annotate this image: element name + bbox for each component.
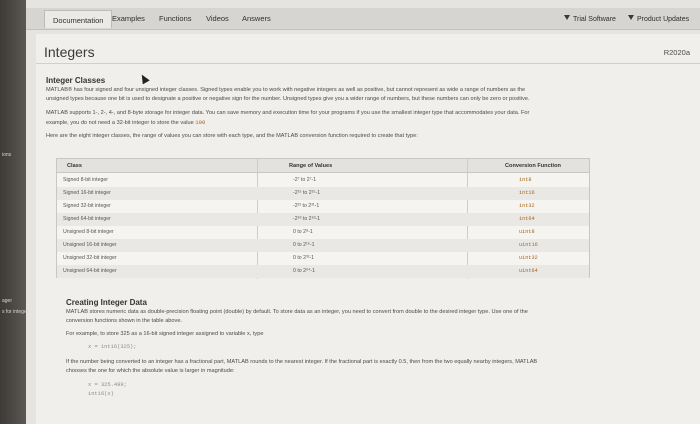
mouse-cursor-icon <box>138 73 149 85</box>
tab-documentation[interactable]: Documentation <box>44 10 112 28</box>
top-navigation <box>26 8 700 30</box>
title-bar <box>36 40 700 64</box>
code-example-1[interactable]: x = int16(325); <box>88 344 137 350</box>
product-updates-link[interactable]: Product Updates <box>628 15 689 23</box>
table-row: Signed 8-bit integer -2⁷ to 2⁷-1 int8 <box>63 177 532 183</box>
header-range: Range of Values <box>289 163 333 169</box>
tab-examples[interactable]: Examples <box>112 14 145 23</box>
table-row: Signed 16-bit integer -2¹⁵ to 2¹⁵-1 int16 <box>57 187 589 200</box>
table-row: Unsigned 16-bit integer 0 to 2¹⁶-1 uint16 <box>57 239 589 252</box>
paragraph-intro-1: MATLAB® has four signed and four unsigned integer classes. Signed types enable you to work with negative integers as well as positive, but cannot represent as wide a range of numbers as the <box>46 87 526 93</box>
paragraph-intro-2: MATLAB supports 1-, 2-, 4-, and 8-byte storage for integer data. You can save memory and execution time for your programs if you use the smallest integer type that accommodates your data. For <box>46 110 530 116</box>
header-class: Class <box>67 163 82 169</box>
tab-answers[interactable]: Answers <box>242 14 271 23</box>
sidebar-label-integer[interactable]: s for integer <box>2 309 29 315</box>
paragraph-intro-1b: unsigned types because one bit is used to designate a positive or negative sign for the number. Unsigned types give you a wider range of numbers, but these numbers can only be zero or positive. <box>46 96 530 102</box>
table-row: Signed 64-bit integer -2⁶³ to 2⁶³-1 int64 <box>57 213 589 226</box>
tab-functions[interactable]: Functions <box>159 14 192 23</box>
paragraph-creating-1b: conversion functions shown in the table above. <box>66 318 182 324</box>
paragraph-creating-2: For example, to store 325 as a 16-bit signed integer assigned to variable x, type <box>66 331 264 337</box>
trial-software-link[interactable]: Trial Software <box>564 15 616 23</box>
paragraph-creating-1: MATLAB stores numeric data as double-precision floating point (double) by default. To store data as an integer, you need to convert from double to the desired integer type. Use one of the <box>66 309 528 315</box>
paragraph-intro-3: Here are the eight integer classes, the range of values you can store with each type, and the MATLAB conversion function required to create that type: <box>46 133 418 139</box>
header-conversion: Conversion Function <box>505 163 561 169</box>
release-badge: R2020a <box>663 48 690 57</box>
paragraph-creating-3b: chooses the one for which the absolute value is larger in magnitude: <box>66 368 235 374</box>
creating-integer-data-heading: Creating Integer Data <box>66 298 147 307</box>
integer-classes-table <box>56 158 590 278</box>
paragraph-creating-3: If the number being converted to an integer has a fractional part, MATLAB rounds to the nearest integer. If the fractional part is exactly 0.5, then from the two equally nearby integers, MATLAB <box>66 359 538 365</box>
sidebar-label-ions[interactable]: ions <box>2 152 12 158</box>
table-row: Unsigned 8-bit integer 0 to 2⁸-1 uint8 <box>63 229 535 235</box>
table-header <box>57 159 589 173</box>
table-row: Signed 32-bit integer -2³¹ to 2³¹-1 int32 <box>63 203 535 209</box>
download-icon <box>564 15 570 22</box>
download-icon <box>628 15 634 22</box>
tab-videos[interactable]: Videos <box>206 14 229 23</box>
paragraph-intro-2b: example, you do not need a 32-bit integer to store the value 100 <box>46 119 206 126</box>
table-row: Unsigned 64-bit integer 0 to 2⁶⁴-1 uint64 <box>57 265 589 278</box>
integer-classes-heading: Integer Classes <box>46 76 106 85</box>
left-sidebar <box>0 0 29 424</box>
code-example-3[interactable]: int16(x) <box>88 391 114 397</box>
code-example-2[interactable]: x = 325.499; <box>88 382 127 388</box>
content-page <box>36 34 700 424</box>
page-title: Integers <box>44 44 95 60</box>
sidebar-label-ager[interactable]: ager <box>2 298 13 304</box>
table-row: Unsigned 32-bit integer 0 to 2³²-1 uint32 <box>63 255 538 261</box>
